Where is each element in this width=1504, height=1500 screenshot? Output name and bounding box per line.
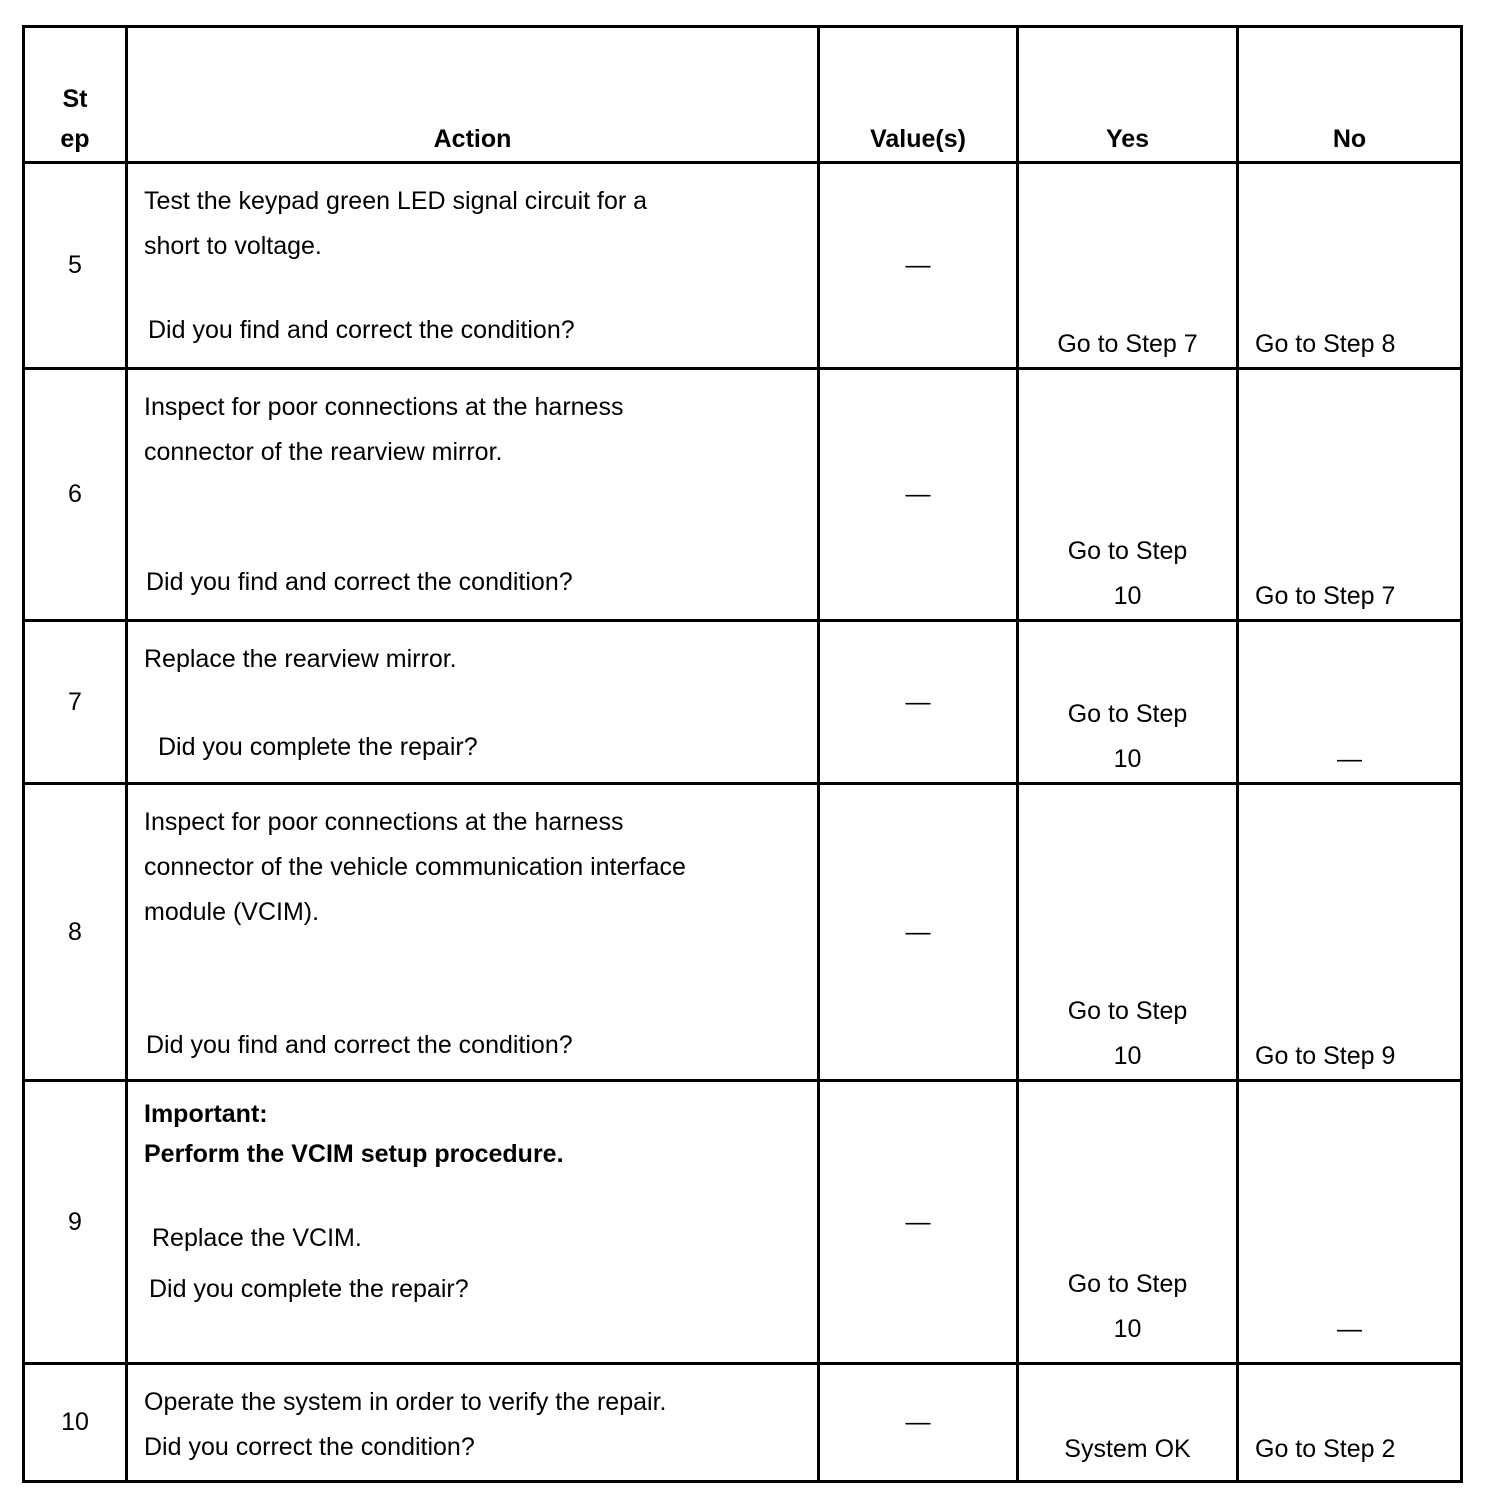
action-line: Inspect for poor connections at the harness bbox=[144, 393, 624, 421]
action-cell bbox=[127, 784, 819, 1081]
value-cell: — bbox=[819, 1081, 1018, 1364]
action-line: connector of the rearview mirror. bbox=[144, 438, 503, 466]
table-row bbox=[24, 784, 1462, 1081]
yes-line: System OK bbox=[1064, 1435, 1191, 1463]
no-line: — bbox=[1337, 745, 1362, 773]
table-row bbox=[24, 163, 1462, 369]
yes-cell bbox=[1018, 163, 1238, 369]
no-cell bbox=[1238, 369, 1462, 621]
action-line: module (VCIM). bbox=[144, 898, 320, 926]
header-action: Action bbox=[127, 27, 819, 163]
yes-cell bbox=[1018, 369, 1238, 621]
action-question: Did you complete the repair? bbox=[158, 733, 478, 761]
no-cell bbox=[1238, 784, 1462, 1081]
yes-line: 10 bbox=[1113, 745, 1142, 773]
action-question: Did you find and correct the condition? bbox=[146, 1031, 573, 1059]
no-cell bbox=[1238, 1081, 1462, 1364]
step-number: 6 bbox=[24, 369, 127, 621]
action-cell bbox=[127, 1081, 819, 1364]
action-line: Replace the VCIM. bbox=[152, 1224, 362, 1252]
header-step bbox=[24, 27, 127, 163]
no-cell bbox=[1238, 621, 1462, 784]
no-line: Go to Step 8 bbox=[1255, 330, 1396, 358]
no-line: Go to Step 7 bbox=[1255, 582, 1396, 610]
value-cell: — bbox=[819, 1364, 1018, 1482]
action-question: Did you find and correct the condition? bbox=[148, 316, 575, 344]
no-line: Go to Step 9 bbox=[1255, 1042, 1396, 1070]
step-number: 8 bbox=[24, 784, 127, 1081]
yes-line: Go to Step bbox=[1067, 700, 1188, 728]
action-question: Did you complete the repair? bbox=[149, 1275, 469, 1303]
action-question: Did you correct the condition? bbox=[144, 1433, 475, 1461]
header-no: No bbox=[1238, 27, 1462, 163]
yes-line: 10 bbox=[1113, 1315, 1142, 1343]
action-question: Did you find and correct the condition? bbox=[146, 568, 573, 596]
table-row bbox=[24, 621, 1462, 784]
action-cell bbox=[127, 621, 819, 784]
value-cell: — bbox=[819, 163, 1018, 369]
action-line: Test the keypad green LED signal circuit for a bbox=[144, 187, 648, 215]
no-line: — bbox=[1337, 1315, 1362, 1343]
yes-line: 10 bbox=[1113, 1042, 1142, 1070]
no-cell bbox=[1238, 163, 1462, 369]
yes-line: 10 bbox=[1113, 582, 1142, 610]
important-label: Important: bbox=[144, 1100, 268, 1128]
header-values: Value(s) bbox=[819, 27, 1018, 163]
step-number: 5 bbox=[24, 163, 127, 369]
important-note: Perform the VCIM setup procedure. bbox=[144, 1140, 564, 1168]
yes-cell bbox=[1018, 1364, 1238, 1482]
step-number: 10 bbox=[24, 1364, 127, 1482]
no-cell bbox=[1238, 1364, 1462, 1482]
value-cell: — bbox=[819, 621, 1018, 784]
yes-line: Go to Step 7 bbox=[1057, 330, 1198, 358]
no-line: Go to Step 2 bbox=[1255, 1435, 1396, 1463]
value-cell: — bbox=[819, 369, 1018, 621]
yes-line: Go to Step bbox=[1067, 537, 1188, 565]
header-step-line1: St bbox=[62, 85, 88, 113]
yes-cell bbox=[1018, 621, 1238, 784]
action-cell bbox=[127, 1364, 819, 1482]
yes-line: Go to Step bbox=[1067, 1270, 1188, 1298]
table-row bbox=[24, 369, 1462, 621]
diagnostic-table bbox=[22, 25, 1463, 1483]
step-number: 9 bbox=[24, 1081, 127, 1364]
yes-cell bbox=[1018, 784, 1238, 1081]
action-line: Operate the system in order to verify the repair. bbox=[144, 1388, 667, 1416]
step-number: 7 bbox=[24, 621, 127, 784]
header-row bbox=[24, 27, 1462, 163]
value-cell: — bbox=[819, 784, 1018, 1081]
action-line: connector of the vehicle communication interface bbox=[144, 853, 686, 881]
header-step-line2: ep bbox=[60, 125, 90, 153]
yes-cell bbox=[1018, 1081, 1238, 1364]
action-line: short to voltage. bbox=[144, 232, 322, 260]
header-yes: Yes bbox=[1018, 27, 1238, 163]
table-row bbox=[24, 1081, 1462, 1364]
table-row bbox=[24, 1364, 1462, 1482]
action-line: Replace the rearview mirror. bbox=[144, 645, 457, 673]
action-cell bbox=[127, 369, 819, 621]
action-line: Inspect for poor connections at the harness bbox=[144, 808, 624, 836]
action-cell bbox=[127, 163, 819, 369]
yes-line: Go to Step bbox=[1067, 997, 1188, 1025]
